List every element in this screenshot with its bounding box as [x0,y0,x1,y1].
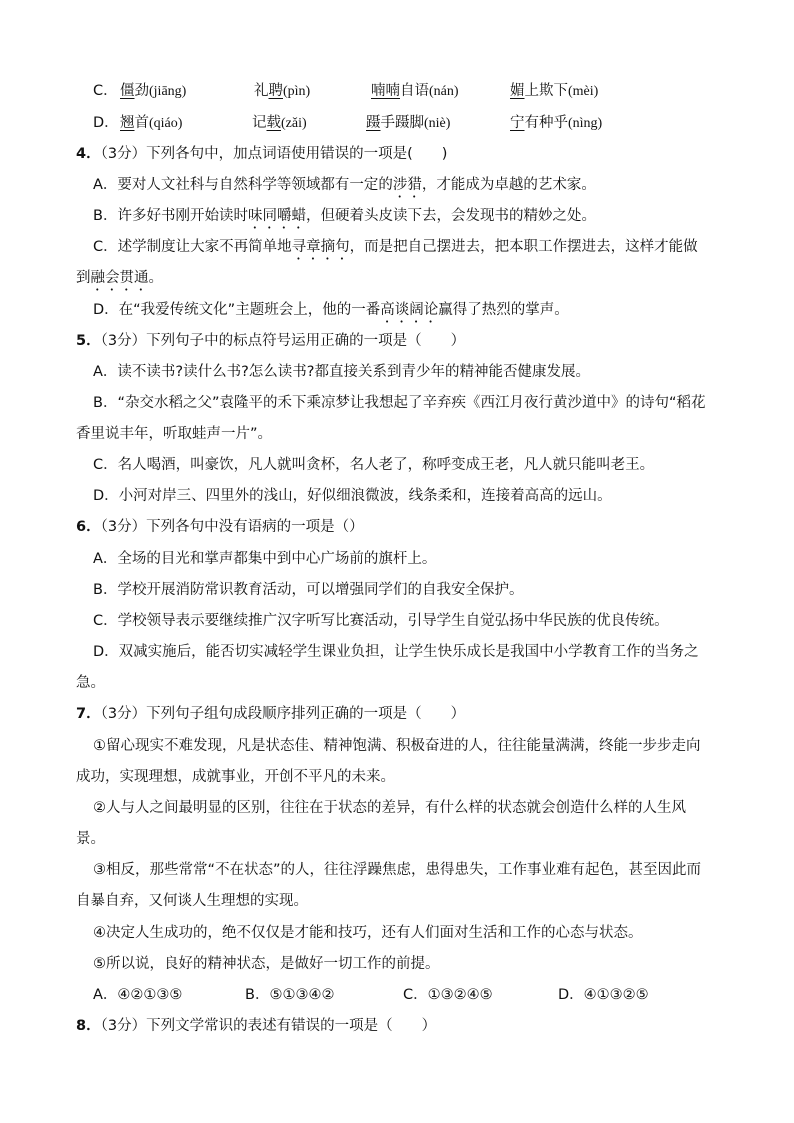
q6-option-c: C．学校领导表示要继续推广汉字听写比赛活动，引导学生自觉弘扬中华民族的优良传统。 [93,613,669,629]
q7-sentence-3-line2: 自暴自弃，又何谈人生理想的实现。 [76,893,308,909]
q7-sentence-3-line1: ③相反，那些常常“不在状态”的人，往往浮躁焦虑，患得患失，工作事业难有起色，甚至因此而 [93,862,702,878]
question-4-stem: 4．（3分）下列各句中，加点词语使用错误的一项是( ) [76,146,448,162]
q3-d-word-2: 记载(zǎi) [252,115,307,131]
q4-option-b: B．许多好书刚开始读时味同嚼蜡，但硬着头皮读下去，会发现书的精妙之处。 [93,208,596,224]
q3-c-word-1: 僵劲(jiāng) [120,83,187,99]
q3-d-word-1: 翘首(qiáo) [120,115,183,131]
q3-c-word-4: 媚上欺下(mèi) [510,83,599,99]
question-number: 4． [76,146,101,162]
q7-sentence-5: ⑤所以说，良好的精神状态，是做好一切工作的前提。 [93,956,440,972]
q3-c-word-3: 喃喃自语(nán) [371,83,459,99]
q7-sentence-4: ④决定人生成功的，绝不仅仅是才能和技巧，还有人们面对生活和工作的心态与状态。 [93,925,643,941]
q6-option-d-line1: D．双减实施后，能否切实减轻学生课业负担，让学生快乐成长是我国中小学教育工作的当务之 [93,644,699,660]
q3-option-d [93,113,119,133]
q6-option-a: A．全场的目光和掌声都集中到中心广场前的旗杆上。 [93,551,437,567]
q7-option-a: A．④②①③⑤ [93,987,183,1003]
q4-option-c-line1: C．述学制度让大家不再简单地寻章摘句，而是把自己摆进去，把本职工作摆进去，这样才能做 [93,239,698,255]
question-number: 5． [76,333,101,349]
q7-sentence-1-line2: 成功，实现理想，成就事业，开创不平凡的未来。 [76,769,395,785]
question-8-stem: 8．（3分）下列文学常识的表述有错误的一项是（ ） [76,1018,437,1034]
q7-option-b: B．⑤①③④② [245,987,335,1003]
option-label: D． [93,115,119,131]
q7-sentence-1-line1: ①留心现实不难发现，凡是状态佳、精神饱满、积极奋进的人，往往能量满满，终能一步步走向 [93,738,701,754]
q4-option-a: A．要对人文社科与自然科学等领域都有一定的涉猎，才能成为卓越的艺术家。 [93,177,596,193]
question-number: 6． [76,519,101,535]
q6-option-b: B．学校开展消防常识教育活动，可以增强同学们的自我安全保护。 [93,582,524,598]
q7-sentence-2-line1: ②人与人之间最明显的区别，往往在于状态的差异，有什么样的状态就会创造什么样的人生风 [93,800,686,816]
q3-d-word-3: 蹑手蹑脚(niè) [366,115,451,131]
q7-sentence-2-line2: 景。 [76,831,105,847]
q7-option-d: D．④①③②⑤ [558,987,649,1003]
question-number: 8． [76,1018,101,1034]
question-7-stem: 7．（3分）下列句子组句成段顺序排列正确的一项是（ ） [76,706,466,722]
q4-option-c-line2: 到融会贯通。 [76,270,163,286]
q3-d-word-4: 宁有种乎(nìng) [510,115,603,131]
q5-option-b-line1: B．“杂交水稻之父”袁隆平的禾下乘凉梦让我想起了辛弃疾《西江月夜行黄沙道中》的诗句“稻花 [93,395,706,411]
q5-option-c: C．名人喝酒，叫豪饮，凡人就叫贪杯，名人老了，称呼变成王老，凡人就只能叫老王。 [93,457,655,473]
q5-option-d: D．小河对岸三、四里外的浅山，好似细浪微波，线条柔和，连接着高高的远山。 [93,488,612,504]
q7-option-c: C．①③②④⑤ [403,987,493,1003]
q3-option-c [93,81,118,101]
question-number: 7． [76,706,101,722]
question-5-stem: 5．（3分）下列句子中的标点符号运用正确的一项是（ ） [76,333,466,349]
q4-option-d: D．在“我爱传统文化”主题班会上，他的一番高谈阔论赢得了热烈的掌声。 [93,302,569,318]
q5-option-a: A．读不读书?读什么书?怎么读书?都直接关系到青少年的精神能否健康发展。 [93,364,591,380]
q3-c-word-2: 礼聘(pìn) [254,83,311,99]
q5-option-b-line2: 香里说丰年，听取蛙声一片”。 [76,426,273,442]
q6-option-d-line2: 急。 [76,675,105,691]
question-6-stem: 6．（3分）下列各句中没有语病的一项是（） [76,519,364,535]
option-label: C． [93,83,118,99]
